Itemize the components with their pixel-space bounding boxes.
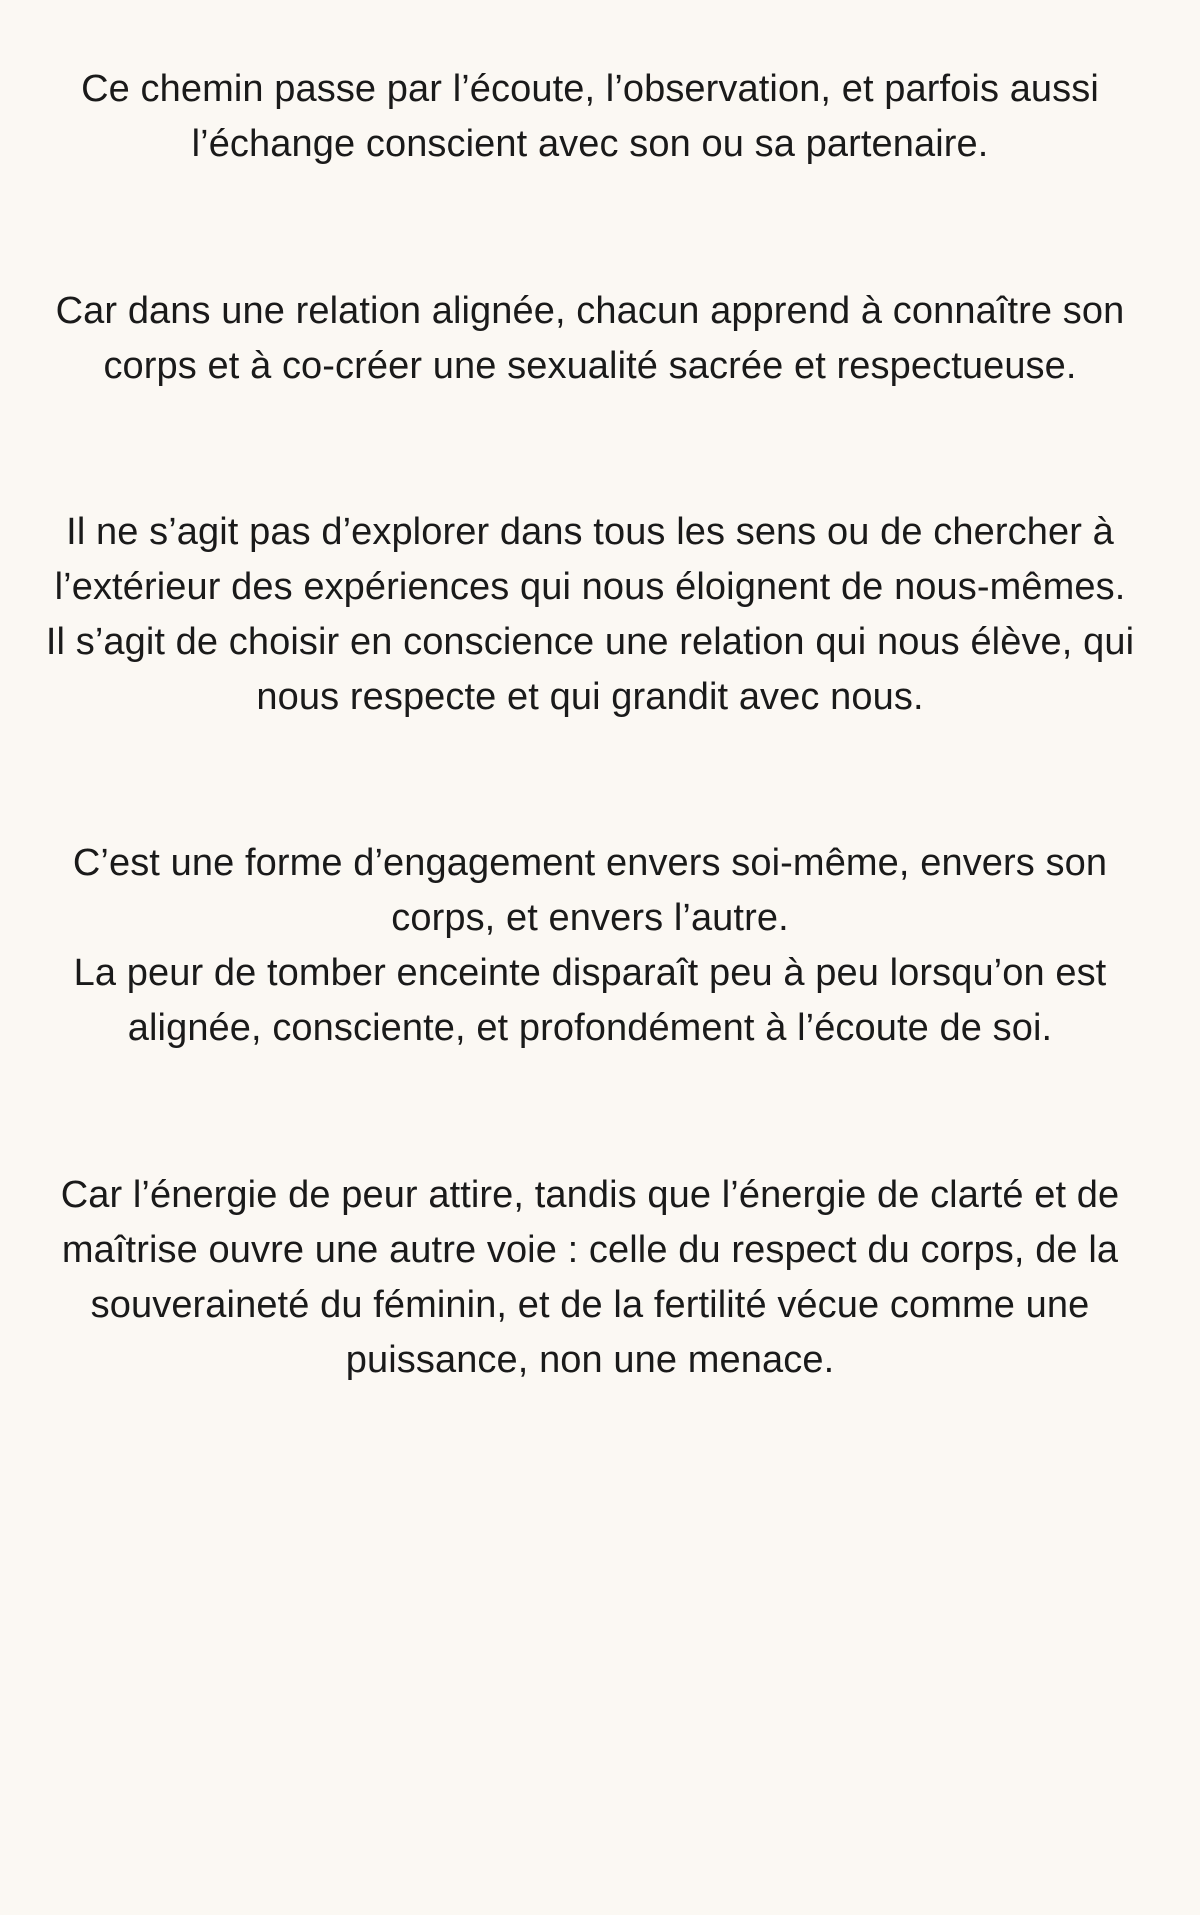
paragraph-line: corps et à co-créer une sexualité sacrée et respectueuse. — [103, 345, 1077, 387]
paragraph-line: alignée, consciente, et profondément à l’écoute de soi. — [127, 1007, 1053, 1049]
paragraph-line: puissance, non une menace. — [345, 1339, 835, 1381]
paragraph-commitment — [0, 836, 1180, 1056]
paragraph-line: Il s’agit de choisir en conscience une relation qui nous élève, qui — [45, 621, 1135, 663]
paragraph-aligned-relation — [0, 284, 1180, 394]
paragraph-line: Car l’énergie de peur attire, tandis que l’énergie de clarté et de — [60, 1174, 1120, 1216]
paragraph-line: souveraineté du féminin, et de la fertilité vécue comme une — [90, 1284, 1090, 1326]
paragraph-energy — [0, 1168, 1180, 1388]
paragraph-line: nous respecte et qui grandit avec nous. — [256, 676, 924, 718]
paragraph-line: Car dans une relation alignée, chacun apprend à connaître son — [55, 290, 1125, 332]
paragraph-conscious-choice — [0, 505, 1180, 725]
paragraph-line: l’échange conscient avec son ou sa partenaire. — [191, 123, 989, 165]
paragraph-line: Ce chemin passe par l’écoute, l’observation, et parfois aussi — [81, 68, 1099, 110]
paragraph-line: Il ne s’agit pas d’explorer dans tous les sens ou de chercher à — [66, 511, 1114, 553]
paragraph-line: l’extérieur des expériences qui nous éloignent de nous-mêmes. — [54, 566, 1126, 608]
paragraph-line: maîtrise ouvre une autre voie : celle du respect du corps, de la — [61, 1229, 1119, 1271]
paragraph-line: La peur de tomber enceinte disparaît peu à peu lorsqu’on est — [73, 952, 1107, 994]
paragraph-listening — [0, 62, 1180, 172]
paragraph-line: C’est une forme d’engagement envers soi-même, envers son — [72, 842, 1108, 884]
paragraph-line: corps, et envers l’autre. — [391, 897, 789, 939]
